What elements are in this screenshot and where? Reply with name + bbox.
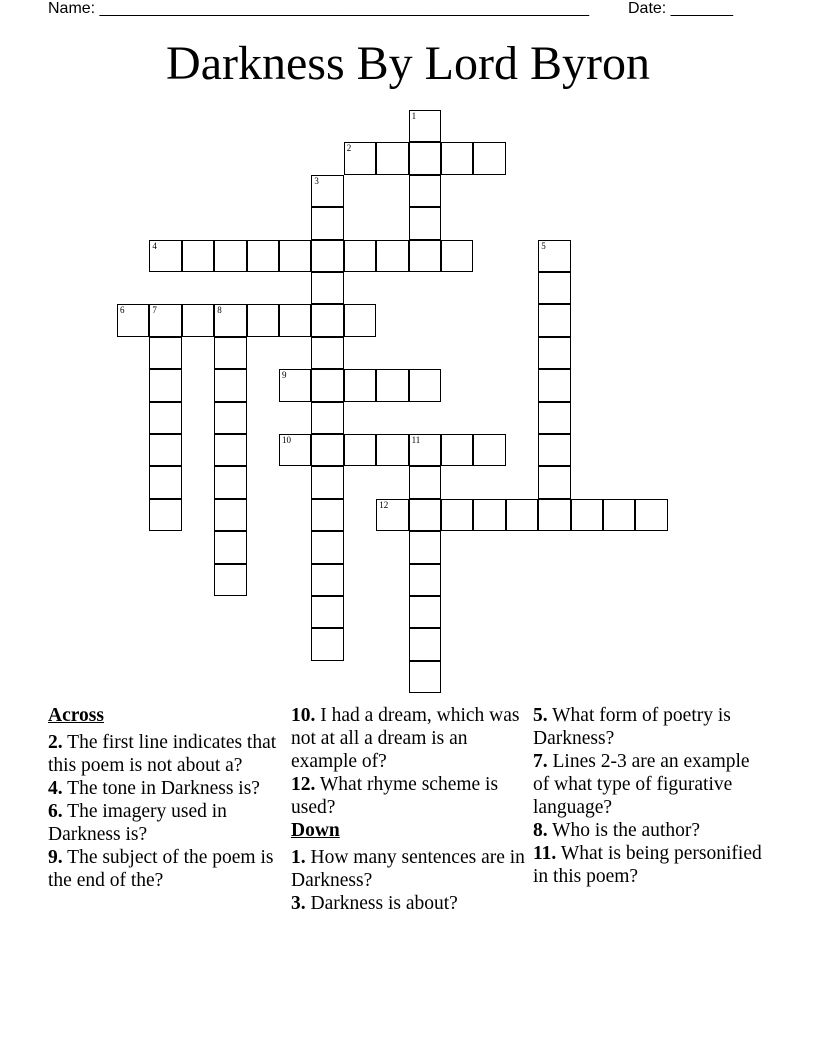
- crossword-cell[interactable]: [376, 434, 408, 466]
- down-clue: [533, 704, 769, 750]
- across-clue: [291, 704, 527, 773]
- crossword-cell[interactable]: [214, 402, 246, 434]
- clue-text: What form of poetry is Darkness?: [533, 705, 731, 749]
- crossword-cell[interactable]: [311, 304, 343, 336]
- crossword-cell[interactable]: [117, 304, 149, 336]
- crossword-cell[interactable]: [311, 240, 343, 272]
- clue-text: Who is the author?: [552, 820, 700, 841]
- clue-number: 3.: [291, 893, 306, 914]
- clue-number: 5.: [533, 705, 548, 726]
- cell-number: 7: [152, 305, 157, 316]
- crossword-cell[interactable]: [279, 434, 311, 466]
- crossword-cell[interactable]: [214, 369, 246, 401]
- crossword-cell[interactable]: [214, 531, 246, 563]
- crossword-cell[interactable]: [344, 434, 376, 466]
- across-clue: [48, 731, 288, 777]
- cell-number: 11: [411, 435, 421, 445]
- clue-text: The tone in Darkness is?: [67, 778, 260, 799]
- crossword-cell[interactable]: [149, 369, 181, 401]
- crossword-cell[interactable]: [441, 499, 473, 531]
- crossword-cell[interactable]: [344, 240, 376, 272]
- crossword-cell[interactable]: [344, 304, 376, 336]
- crossword-cell[interactable]: [311, 531, 343, 563]
- cell-number: 1: [411, 111, 417, 121]
- across-clue: [48, 777, 288, 800]
- crossword-cell[interactable]: [311, 628, 343, 660]
- cell-number: 10: [282, 435, 291, 445]
- across-clue: [48, 800, 288, 846]
- crossword-cell[interactable]: [214, 240, 246, 272]
- clue-text: Darkness is about?: [310, 893, 458, 914]
- clue-column-2: [291, 704, 527, 915]
- cell-number: 8: [217, 305, 222, 316]
- crossword-cell[interactable]: [538, 434, 570, 466]
- clue-number: 9.: [48, 847, 63, 868]
- cell-number: 3: [314, 175, 319, 186]
- crossword-cell[interactable]: [279, 369, 311, 401]
- crossword-cell[interactable]: [214, 466, 246, 498]
- crossword-cell[interactable]: [311, 175, 343, 207]
- clue-number: 10.: [291, 705, 316, 726]
- clue-text: The subject of the poem is the end of the?: [48, 847, 274, 891]
- across-clue: [48, 846, 288, 892]
- crossword-cell[interactable]: [409, 661, 441, 693]
- crossword-cell[interactable]: [376, 369, 408, 401]
- clue-column-3: [533, 704, 769, 888]
- cell-number: 12: [379, 499, 389, 510]
- crossword-cell[interactable]: [538, 337, 570, 369]
- crossword-cell[interactable]: [409, 207, 441, 239]
- clue-text: The first line indicates that this poem is not about a?: [48, 732, 277, 776]
- crossword-cell[interactable]: [635, 499, 667, 531]
- clue-number: 11.: [533, 843, 557, 864]
- crossword-cell[interactable]: [182, 240, 214, 272]
- across-clue: [291, 773, 527, 819]
- crossword-cell[interactable]: [311, 369, 343, 401]
- crossword-cell[interactable]: [311, 564, 343, 596]
- crossword-cell[interactable]: [376, 240, 408, 272]
- crossword-cell[interactable]: [311, 499, 343, 531]
- crossword-cell[interactable]: [409, 531, 441, 563]
- crossword-cell[interactable]: [344, 369, 376, 401]
- crossword-cell[interactable]: [409, 110, 441, 142]
- crossword-cell[interactable]: [311, 466, 343, 498]
- down-clue: [291, 846, 527, 892]
- cell-number: 6: [120, 305, 125, 316]
- crossword-cell[interactable]: [279, 304, 311, 336]
- clue-number: 6.: [48, 801, 63, 822]
- crossword-cell[interactable]: [149, 466, 181, 498]
- cell-number: 9: [282, 370, 287, 381]
- crossword-cell[interactable]: [409, 175, 441, 207]
- crossword-cell[interactable]: [409, 240, 441, 272]
- crossword-cell[interactable]: [473, 499, 505, 531]
- crossword-cell[interactable]: [409, 466, 441, 498]
- crossword-cell[interactable]: [182, 304, 214, 336]
- crossword-cell[interactable]: [149, 240, 181, 272]
- crossword-cell[interactable]: [409, 499, 441, 531]
- cell-number: 5: [541, 240, 546, 251]
- clue-text: I had a dream, which was not at all a dream is an example of?: [291, 705, 520, 772]
- clue-column-1: [48, 704, 288, 892]
- clue-number: 1.: [291, 847, 306, 868]
- crossword-cell[interactable]: [538, 240, 570, 272]
- clue-text: What is being personified in this poem?: [533, 843, 762, 887]
- down-clue: [533, 819, 769, 842]
- down-heading: Down: [291, 820, 340, 841]
- clue-number: 7.: [533, 751, 548, 772]
- crossword-cell[interactable]: [376, 142, 408, 174]
- clue-number: 2.: [48, 732, 63, 753]
- crossword-cell[interactable]: [409, 564, 441, 596]
- clue-number: 8.: [533, 820, 548, 841]
- crossword-cell[interactable]: [603, 499, 635, 531]
- crossword-cell[interactable]: [149, 499, 181, 531]
- crossword-cell[interactable]: [311, 596, 343, 628]
- down-clue: [533, 842, 769, 888]
- down-clue: [533, 750, 769, 819]
- crossword-cell[interactable]: [247, 240, 279, 272]
- crossword-cell[interactable]: [311, 402, 343, 434]
- crossword-cell[interactable]: [441, 240, 473, 272]
- crossword-cell[interactable]: [538, 369, 570, 401]
- crossword-cell[interactable]: [214, 337, 246, 369]
- crossword-cell[interactable]: [409, 596, 441, 628]
- crossword-cell[interactable]: [409, 628, 441, 660]
- crossword-cell[interactable]: [538, 466, 570, 498]
- crossword-cell[interactable]: [538, 402, 570, 434]
- crossword-cell[interactable]: [311, 207, 343, 239]
- crossword-cell[interactable]: [441, 142, 473, 174]
- cell-number: 4: [152, 240, 157, 251]
- crossword-cell[interactable]: [149, 402, 181, 434]
- crossword-cell[interactable]: [149, 304, 181, 336]
- crossword-cell[interactable]: [506, 499, 538, 531]
- crossword-cell[interactable]: [409, 434, 441, 466]
- crossword-cell[interactable]: [214, 434, 246, 466]
- crossword-cell[interactable]: [409, 142, 441, 174]
- page-title: Darkness By Lord Byron: [166, 37, 650, 90]
- date-field[interactable]: Date: _______: [628, 0, 733, 17]
- crossword-cell[interactable]: [344, 142, 376, 174]
- crossword-cell[interactable]: [409, 369, 441, 401]
- clue-text: The imagery used in Darkness is?: [48, 801, 227, 845]
- cell-number: 2: [346, 143, 352, 154]
- crossword-cell[interactable]: [571, 499, 603, 531]
- crossword-cell[interactable]: [376, 499, 408, 531]
- crossword-cell[interactable]: [311, 272, 343, 304]
- crossword-cell[interactable]: [473, 142, 505, 174]
- crossword-cell[interactable]: [279, 240, 311, 272]
- crossword-cell[interactable]: [311, 337, 343, 369]
- crossword-cell[interactable]: [149, 434, 181, 466]
- crossword-cell[interactable]: [538, 304, 570, 336]
- crossword-cell[interactable]: [538, 499, 570, 531]
- crossword-cell[interactable]: [149, 337, 181, 369]
- crossword-cell[interactable]: [214, 499, 246, 531]
- crossword-cell[interactable]: [473, 434, 505, 466]
- down-clue: [291, 892, 527, 915]
- clue-number: 12.: [291, 774, 316, 795]
- clue-number: 4.: [48, 778, 63, 799]
- crossword-cell[interactable]: [311, 434, 343, 466]
- name-field[interactable]: Name: _______________________________________________________: [48, 0, 589, 17]
- crossword-cell[interactable]: [214, 564, 246, 596]
- crossword-cell[interactable]: [538, 272, 570, 304]
- clue-text: What rhyme scheme is used?: [291, 774, 499, 818]
- across-heading: Across: [48, 705, 104, 726]
- clue-text: Lines 2-3 are an example of what type of figurative language?: [533, 751, 750, 818]
- crossword-cell[interactable]: [247, 304, 279, 336]
- crossword-cell[interactable]: [214, 304, 246, 336]
- clue-text: How many sentences are in Darkness?: [291, 847, 525, 891]
- crossword-cell[interactable]: [441, 434, 473, 466]
